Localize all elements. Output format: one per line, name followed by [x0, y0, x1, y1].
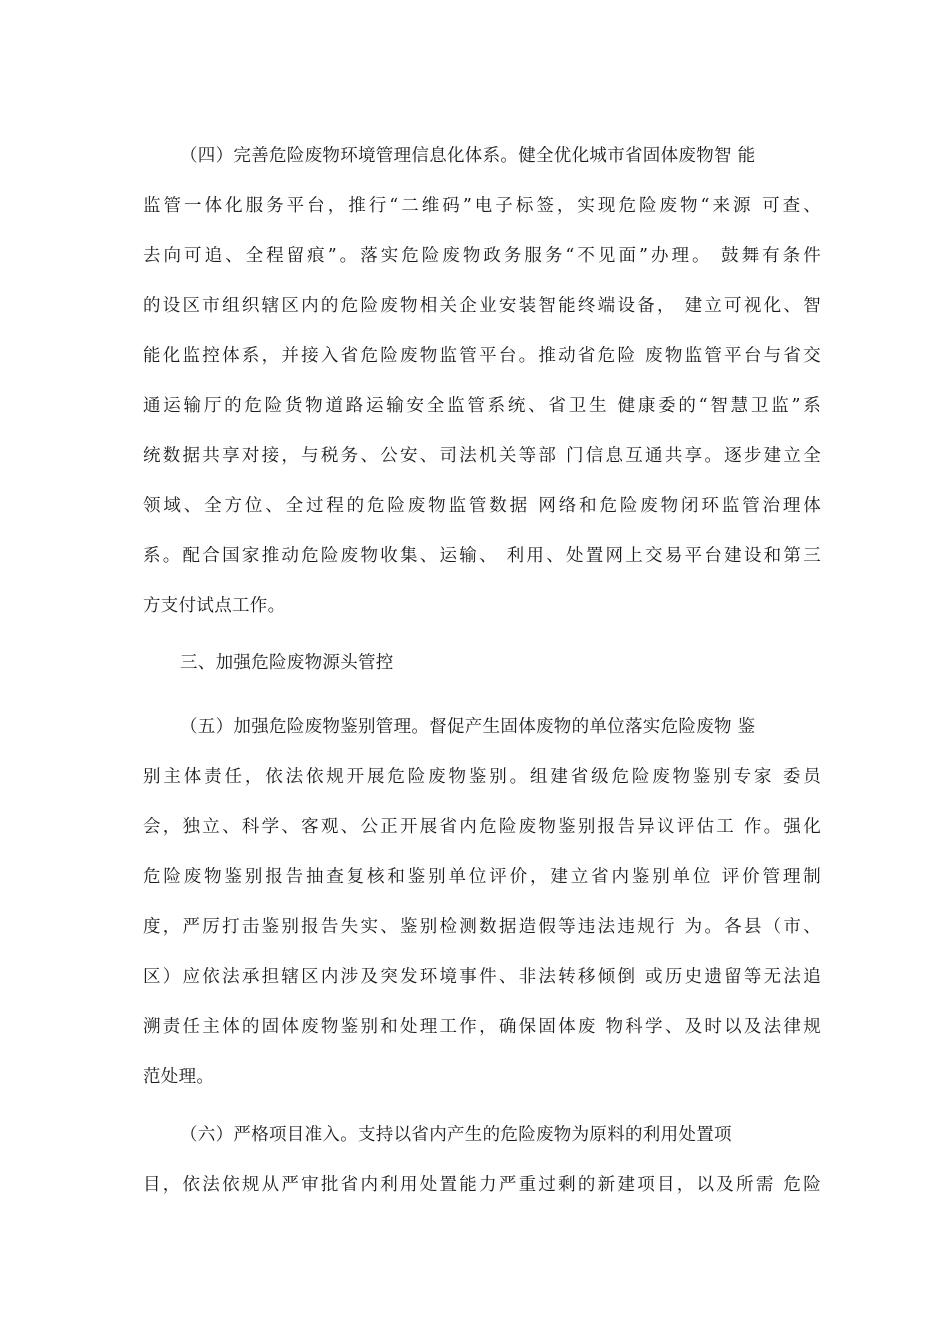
- paragraph-line: （四）完善危险废物环境管理信息化体系。健全优化城市省固体废物智 能: [180, 146, 756, 166]
- paragraph-line: 区）应依法承担辖区内涉及突发环境事件、非法转移倾倒 或历史遗留等无法追: [143, 967, 821, 987]
- paragraph-line: 溯责任主体的固体废物鉴别和处理工作，确保固体废 物科学、及时以及法律规: [143, 1017, 821, 1037]
- paragraph-line: 统数据共享对接，与税务、公安、司法机关等部 门信息互通共享。逐步建立全: [143, 446, 821, 466]
- paragraph-line: 目，依法依规从严审批省内利用处置能力严重过剩的新建项目，以及所需 危险: [143, 1175, 821, 1195]
- paragraph-line: 通运输厅的危险货物道路运输安全监管系统、省卫生 健康委的“智慧卫监”系: [143, 396, 821, 416]
- paragraph-line: 去向可追、全程留痕”。落实危险废物政务服务“不见面”办理。 鼓舞有条件: [143, 246, 821, 266]
- paragraph-line: （六）严格项目准入。支持以省内产生的危险废物为原料的利用处置项: [180, 1125, 732, 1145]
- paragraph-line: 系。配合国家推动危险废物收集、运输、 利用、处置网上交易平台建设和第三: [143, 546, 821, 566]
- paragraph-line: 能化监控体系，并接入省危险废物监管平台。推动省危险 废物监管平台与省交: [143, 346, 821, 366]
- paragraph-line: （五）加强危险废物鉴别管理。督促产生固体废物的单位落实危险废物 鉴: [180, 717, 756, 737]
- paragraph-line: 方支付试点工作。: [143, 596, 286, 616]
- paragraph-line: 范处理。: [143, 1067, 215, 1087]
- paragraph-line: 度，严厉打击鉴别报告失实、鉴别检测数据造假等违法违规行 为。各县（市、: [143, 917, 821, 937]
- paragraph-line: 危险废物鉴别报告抽查复核和鉴别单位评价，建立省内鉴别单位 评价管理制: [143, 867, 821, 887]
- paragraph-line: 领域、全方位、全过程的危险废物监管数据 网络和危险废物闭环监管治理体: [143, 496, 821, 516]
- heading-line: 三、加强危险废物源头管控: [180, 653, 394, 673]
- paragraph-line: 会，独立、科学、客观、公正开展省内危险废物鉴别报告异议评估工 作。强化: [143, 817, 821, 837]
- paragraph-line: 别主体责任，依法依规开展危险废物鉴别。组建省级危险废物鉴别专家 委员: [143, 767, 821, 787]
- paragraph-line: 的设区市组织辖区内的危险废物相关企业安装智能终端设备， 建立可视化、智: [143, 296, 821, 316]
- paragraph-line: 监管一体化服务平台，推行“二维码”电子标签，实现危险废物“来源 可查、: [143, 196, 821, 216]
